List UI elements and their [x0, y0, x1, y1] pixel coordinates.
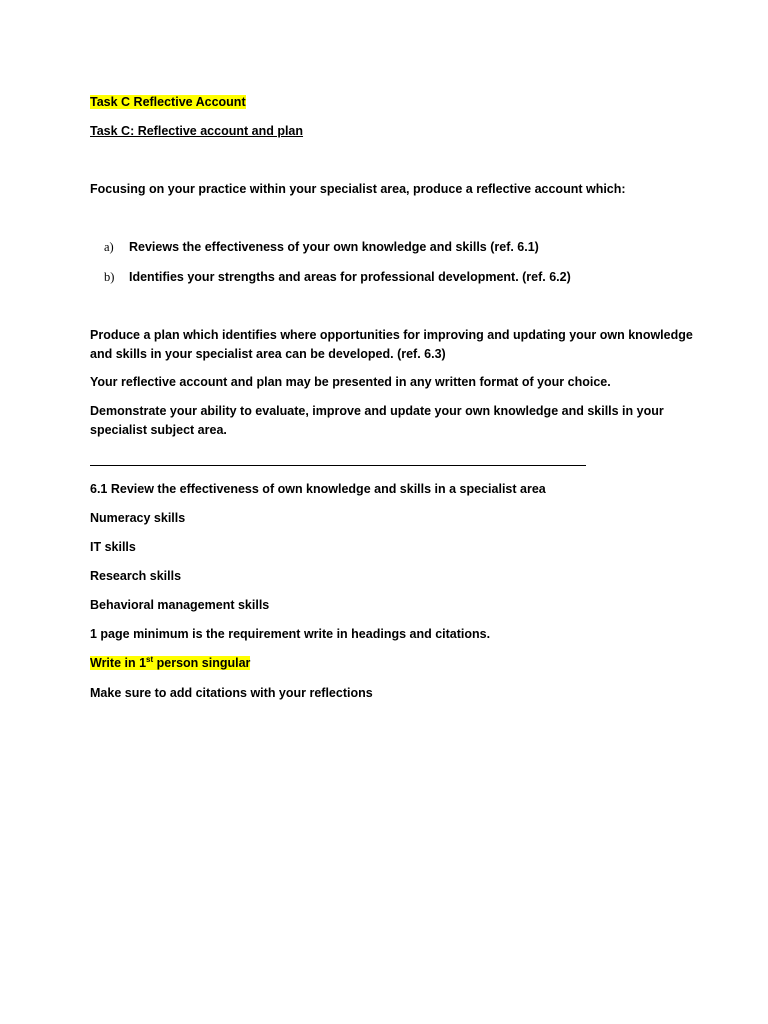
first-person-instruction	[90, 656, 250, 670]
plan-paragraph-line: and skills in your specialist area can be developed. (ref. 6.3)	[90, 347, 446, 361]
list-item: Identifies your strengths and areas for professional development. (ref. 6.2)	[129, 270, 571, 284]
list-marker: b)	[104, 270, 115, 284]
format-note: Your reflective account and plan may be presented in any written format of your choice.	[90, 375, 611, 389]
skill-item: Numeracy skills	[90, 511, 186, 525]
demonstrate-paragraph-line: specialist subject area.	[90, 423, 227, 437]
title-line	[90, 92, 246, 112]
skill-item: Research skills	[90, 569, 182, 583]
citations-note: Make sure to add citations with your reflections	[90, 686, 373, 700]
skill-item: Behavioral management skills	[90, 598, 270, 612]
plan-paragraph-line: Produce a plan which identifies where opportunities for improving and updating your own knowledge	[90, 328, 693, 342]
horizontal-rule	[90, 465, 586, 466]
demonstrate-paragraph-line: Demonstrate your ability to evaluate, improve and update your own knowledge and skills in your	[90, 404, 664, 418]
intro-paragraph: Focusing on your practice within your specialist area, produce a reflective account which:	[90, 182, 626, 196]
task-title: Task C Reflective Account	[90, 95, 246, 109]
requirement-note: 1 page minimum is the requirement write in headings and citations.	[90, 627, 491, 641]
list-marker: a)	[104, 240, 114, 254]
first-person-text-end: person singular	[153, 656, 251, 670]
skill-item: IT skills	[90, 540, 136, 554]
list-item: Reviews the effectiveness of your own knowledge and skills (ref. 6.1)	[129, 240, 539, 254]
section-heading: 6.1 Review the effectiveness of own knowledge and skills in a specialist area	[90, 482, 546, 496]
subtitle: Task C: Reflective account and plan	[90, 124, 304, 138]
first-person-line	[90, 653, 250, 673]
first-person-text: Write in 1	[90, 656, 147, 670]
ordinal-suffix: st	[146, 654, 154, 664]
